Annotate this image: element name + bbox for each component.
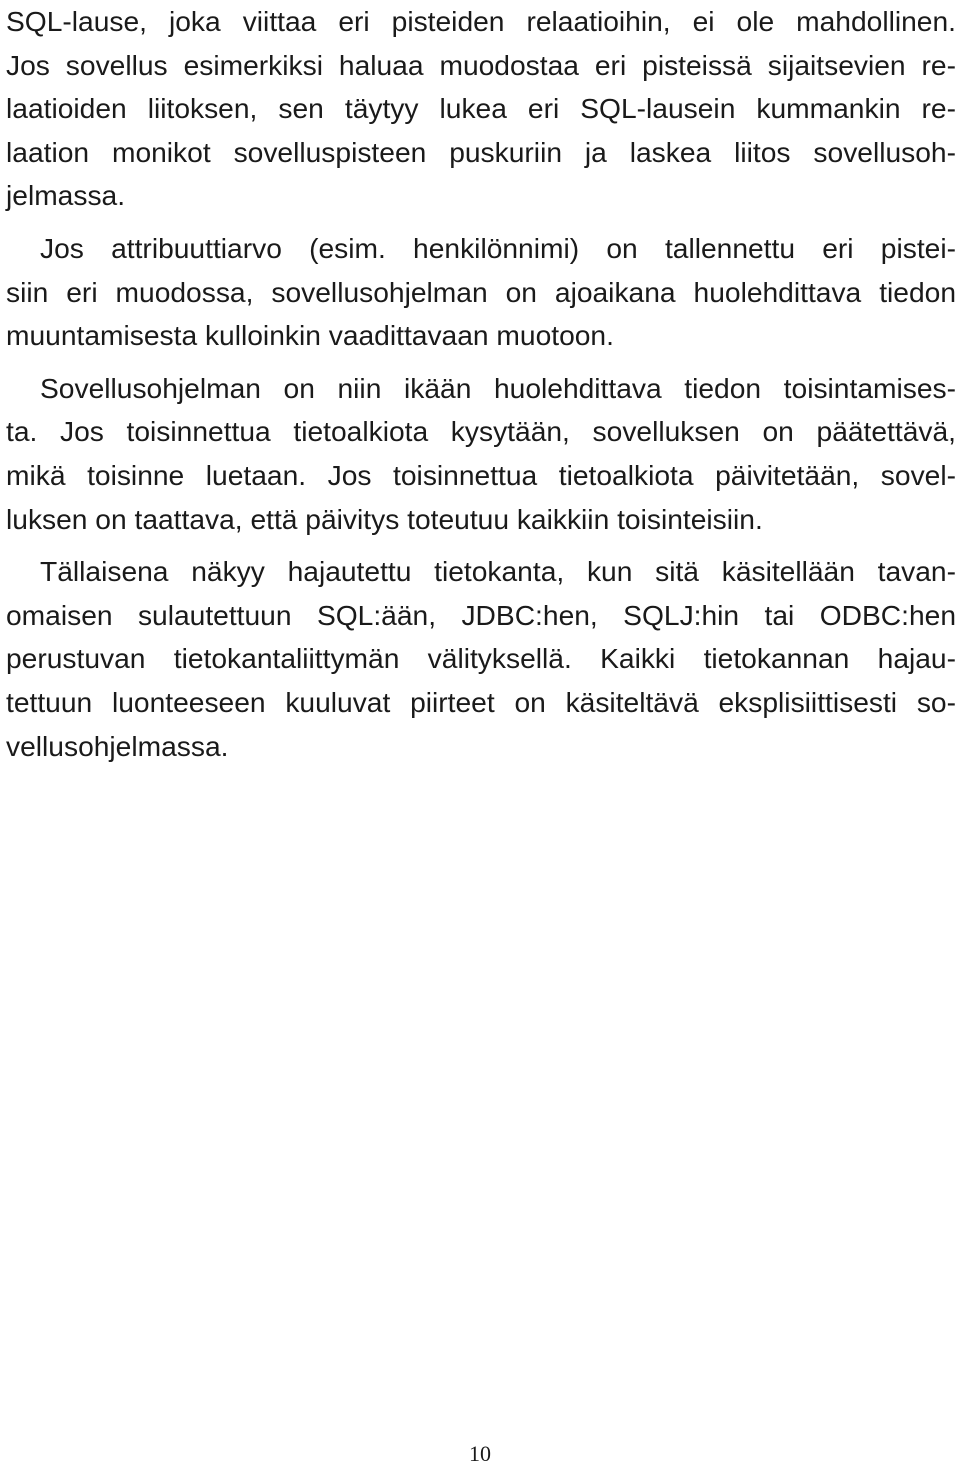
paragraph-2	[6, 227, 956, 358]
text-line: mikä toisinne luetaan. Jos toisinnettua tietoalkiota päivitetään, sovel-	[6, 458, 956, 491]
text-line: Sovellusohjelman on niin ikään huolehdittava tiedon toisintamises-	[40, 371, 956, 404]
document-page	[6, 0, 956, 768]
paragraph-3	[6, 367, 956, 541]
text-line: laatioiden liitoksen, sen täytyy lukea eri SQL-lausein kummankin re-	[6, 92, 956, 125]
page-number: 10	[469, 1441, 491, 1466]
paragraph-1	[6, 0, 956, 218]
paragraph-4	[6, 550, 956, 768]
text-line: perustuvan tietokantaliittymän välityksellä. Kaikki tietokannan hajau-	[6, 642, 956, 675]
text-line: muuntamisesta kulloinkin vaadittavaan muotoon.	[6, 319, 614, 352]
text-line: omaisen sulautettuun SQL:ään, JDBC:hen, SQLJ:hin tai ODBC:hen	[6, 598, 956, 631]
text-line: jelmassa.	[6, 179, 126, 212]
text-line: ta. Jos toisinnettua tietoalkiota kysytään, sovelluksen on päätettävä,	[6, 415, 956, 448]
text-line: siin eri muodossa, sovellusohjelman on ajoaikana huolehdittava tiedon	[6, 275, 956, 308]
text-line: Jos attribuuttiarvo (esim. henkilönnimi) on tallennettu eri pistei-	[40, 231, 956, 264]
text-line: vellusohjelmassa.	[6, 729, 229, 762]
text-line: laation monikot sovelluspisteen puskuriin ja laskea liitos sovellusoh-	[6, 135, 956, 168]
text-line: Jos sovellus esimerkiksi haluaa muodostaa eri pisteissä sijaitsevien re-	[6, 48, 956, 81]
text-line: tettuun luonteeseen kuuluvat piirteet on käsiteltävä eksplisiittisesti so-	[6, 685, 956, 718]
text-line: Tällaisena näkyy hajautettu tietokanta, kun sitä käsitellään tavan-	[40, 555, 956, 588]
text-line: luksen on taattava, että päivitys toteutuu kaikkiin toisinteisiin.	[6, 502, 763, 535]
text-line: SQL-lause, joka viittaa eri pisteiden relaatioihin, ei ole mahdollinen.	[6, 5, 956, 37]
